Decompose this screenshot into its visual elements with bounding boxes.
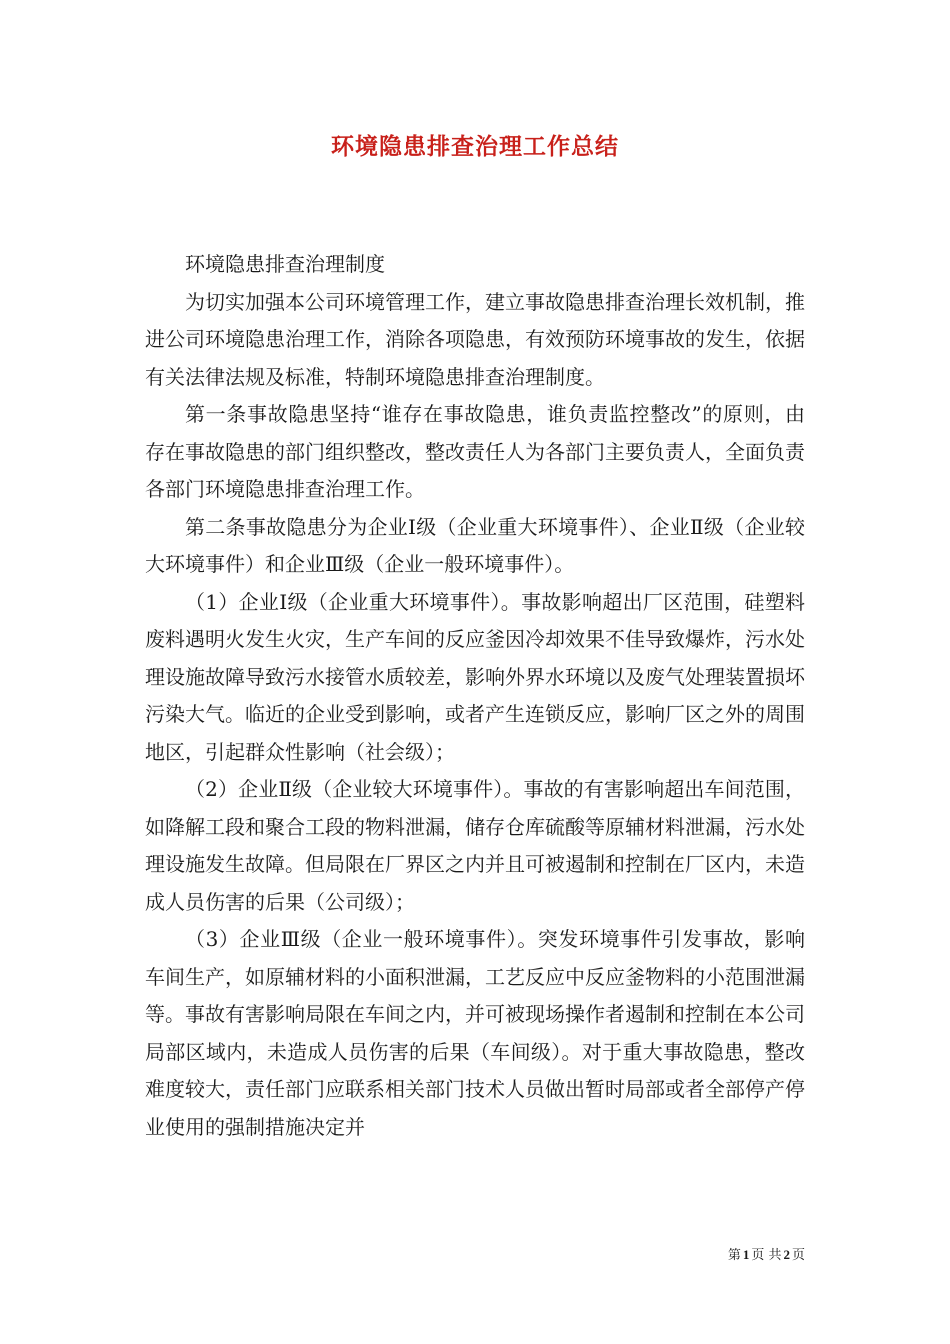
paragraph: 为切实加强本公司环境管理工作，建立事故隐患排查治理长效机制，推进公司环境隐患治理工作，消除各项隐患，有效预防环境事故的发生，依据有关法律法规及标准，特制环境隐患排查治理制度。 — [145, 289, 805, 389]
current-page-number: 1 — [742, 1247, 750, 1262]
footer-prefix: 第 — [727, 1248, 741, 1263]
paragraph: （3）企业Ⅲ级（企业一般环境事件）。突发环境事件引发事故，影响车间生产，如原辅材料的小面积泄漏，工艺反应中反应釜物料的小范围泄漏等。事故有害影响局限在车间之内，并可被现场操作者遏制和控制在本公司局部区域内，未造成人员伤害的后果（车间级）。对于重大事故隐患，整改难度较大，责任部门应联系相关部门技术人员做出暂时局部或者全部停产停业使用的强制措施决定并 — [145, 927, 805, 1139]
total-page-number: 2 — [783, 1247, 790, 1262]
paragraph: 第二条事故隐患分为企业Ⅰ级（企业重大环境事件）、企业Ⅱ级（企业较大环境事件）和企业Ⅲ级（企业一般环境事件）。 — [145, 514, 805, 576]
paragraph: 第一条事故隐患坚持“谁存在事故隐患，谁负责监控整改”的原则，由存在事故隐患的部门组织整改，整改责任人为各部门主要负责人，全面负责各部门环境隐患排查治理工作。 — [145, 402, 805, 501]
document-body — [145, 246, 805, 1146]
footer-middle: 页 共 — [751, 1248, 782, 1263]
paragraph: （1）企业Ⅰ级（企业重大环境事件）。事故影响超出厂区范围，硅塑料废料遇明火发生火灾，生产车间的反应釜因冷却效果不佳导致爆炸，污水处理设施故障导致污水接管水质较差，影响外界水环境以及废气处理装置损坏污染大气。临近的企业受到影响，或者产生连锁反应，影响厂区之外的周围地区，引起群众性影响（社会级）； — [145, 589, 805, 764]
footer-suffix: 页 — [791, 1248, 805, 1263]
page-footer — [728, 1246, 805, 1265]
document-title: 环境隐患排查治理工作总结 — [331, 133, 619, 160]
section-heading: 环境隐患排查治理制度 — [185, 252, 385, 276]
paragraph: （2）企业Ⅱ级（企业较大环境事件）。事故的有害影响超出车间范围，如降解工段和聚合工段的物料泄漏，储存仓库硫酸等原辅材料泄漏，污水处理设施发生故障。但局限在厂界区之内并且可被遏制和控制在厂区内，未造成人员伤害的后果（公司级）； — [145, 777, 805, 914]
